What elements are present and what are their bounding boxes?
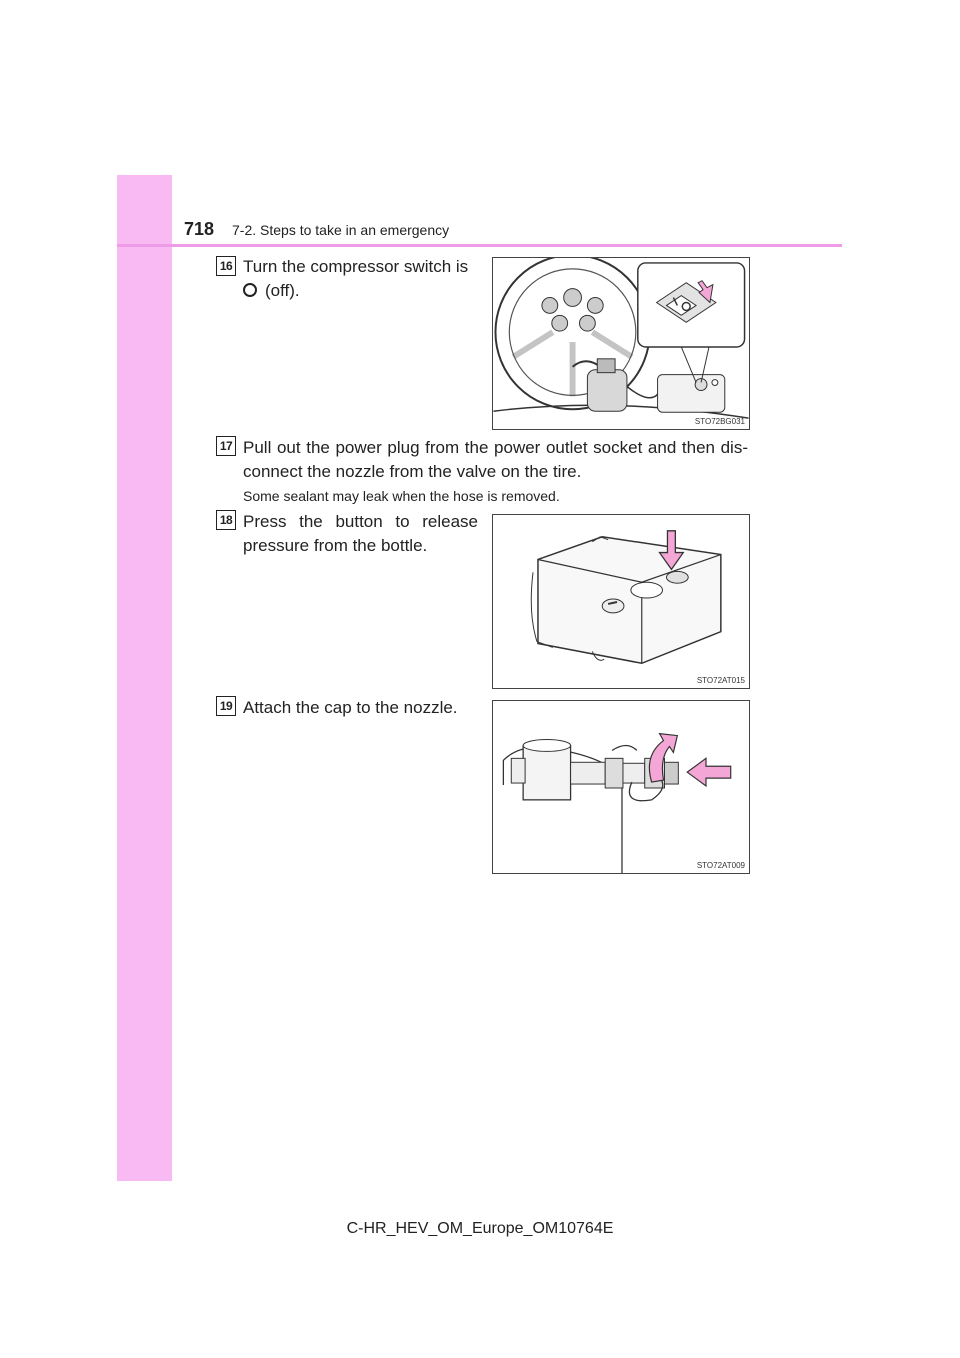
step-18-badge: 18: [216, 510, 236, 530]
step-19-text: Attach the cap to the nozzle.: [243, 698, 458, 717]
section-title: 7-2. Steps to take in an emergency: [232, 222, 450, 238]
step-16-badge: 16: [216, 256, 236, 276]
release-button-illustration: [493, 515, 749, 688]
nozzle-cap-illustration: [493, 701, 749, 873]
footer-document-id: C-HR_HEV_OM_Europe_OM10764E: [346, 1220, 614, 1237]
step-17-note: Some sealant may leak when the hose is removed.: [243, 488, 560, 504]
step-18-text: Press the button to release pressure from the bottle.: [243, 512, 478, 555]
step-19-badge: 19: [216, 696, 236, 716]
step-16-line2: [243, 279, 478, 303]
page-number: 718: [184, 219, 215, 239]
header-rule: [117, 244, 842, 247]
step-16-line1: Turn the compressor switch is: [243, 257, 469, 276]
figure-code: STO72AT009: [696, 861, 745, 870]
step-16-line2-text: (off).: [265, 281, 300, 300]
page-side-tab: [117, 175, 172, 1181]
step-17-text: Pull out the power plug from the power outlet socket and then dis-connect the nozzle from the valve on the tire.: [243, 438, 748, 481]
step-16-text: [243, 255, 478, 303]
figure-code: STO72AT015: [696, 676, 745, 685]
off-symbol-icon: [243, 283, 257, 297]
figure-release-button: [492, 514, 750, 689]
compressor-switch-illustration: [493, 258, 749, 429]
figure-nozzle-cap: [492, 700, 750, 874]
figure-code: STO72BG031: [694, 417, 745, 426]
step-17-badge: 17: [216, 436, 236, 456]
figure-compressor-switch: [492, 257, 750, 430]
